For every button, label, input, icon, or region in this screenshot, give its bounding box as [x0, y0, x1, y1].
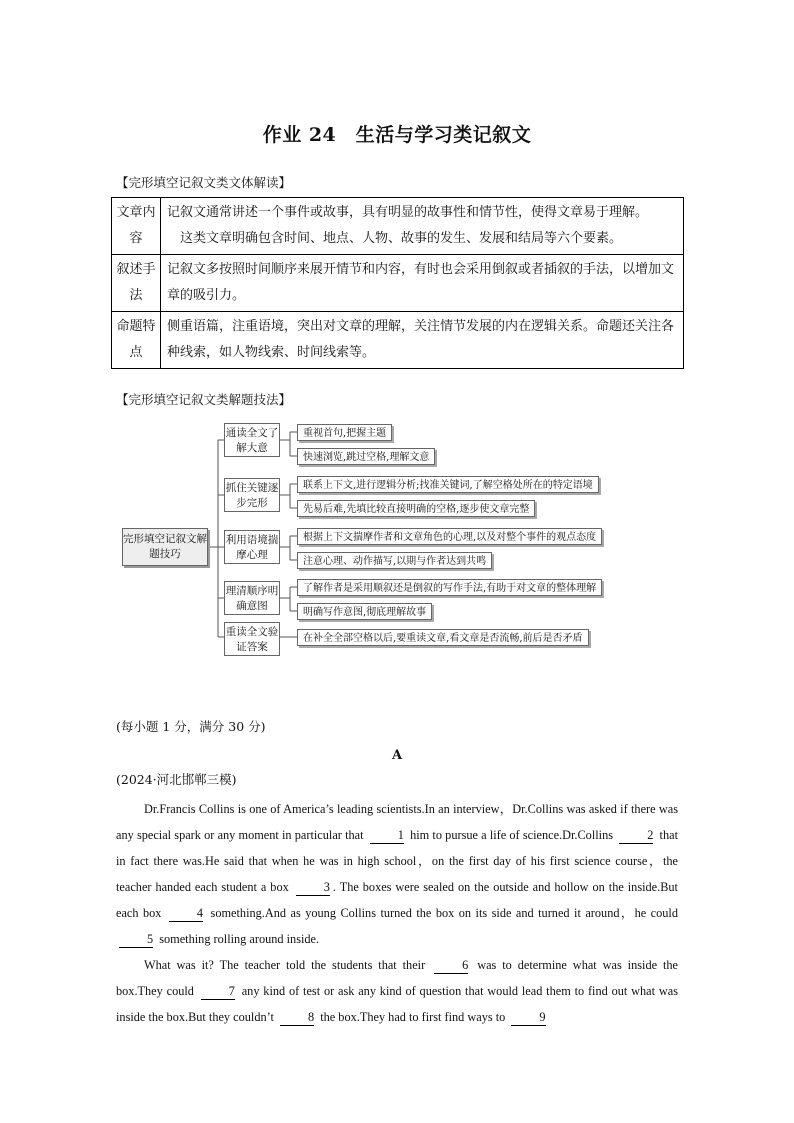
passage-text-segment: something rolling around inside. — [156, 932, 320, 946]
passage-text-segment: What was it? The teacher told the students that their — [144, 958, 432, 972]
table-line: 记叙文多按照时间顺序来展开情节和内容，有时也会采用倒叙或者插叙的手法，以增加文章的吸引力。 — [167, 262, 675, 303]
branch-label: 抓住关键逐步完形 — [225, 482, 279, 509]
mindmap-leaf: 先易后难,先填比较直接明确的空格,逐步使文章完整 — [297, 500, 535, 517]
mindmap-branch — [224, 581, 280, 615]
branch-label: 理清顺序明确意图 — [225, 585, 279, 612]
section-heading-techniques: 【完形填空记叙文类解题技法】 — [116, 392, 292, 407]
section-heading-genre: 【完形填空记叙文类文体解读】 — [116, 175, 292, 190]
cloze-blank[interactable]: 6 — [434, 957, 468, 974]
passage-paragraph — [116, 952, 678, 1030]
cloze-blank[interactable]: 7 — [201, 983, 235, 1000]
table-label: 命题特点 — [112, 312, 161, 369]
passage-text-segment: him to pursue a life of science.Dr.Collins — [406, 828, 617, 842]
cloze-blank[interactable]: 4 — [169, 905, 203, 922]
table-line: 这类文章明确包含时间、地点、人物、故事的发生、发展和结局等六个要素。 — [167, 231, 623, 246]
cloze-blank[interactable]: 1 — [370, 827, 404, 844]
passage-text-segment: the box.They had to first find ways to — [317, 1010, 509, 1024]
branch-label: 重读全文验证答案 — [225, 626, 279, 653]
passage-text-segment: any kind of test or ask any kind of question that would lead them to find out what was inside the box.But they couldn’t — [116, 984, 678, 1024]
table-line: 记叙文通常讲述一个事件或故事，具有明显的故事性和情节性，使得文章易于理解。 — [167, 205, 649, 220]
cloze-blank[interactable]: 9 — [511, 1009, 545, 1026]
passage-source: (2024·河北邯郸三模) — [116, 772, 237, 787]
passage-text-segment: something.And as young Collins turned the box on its side and turned it around，he could — [206, 906, 678, 920]
page-title: 作业 24 生活与学习类记叙文 — [262, 124, 532, 146]
mindmap-leaf: 注意心理、动作描写,以期与作者达到共鸣 — [297, 552, 492, 569]
mindmap-root-label: 完形填空记叙文解题技巧 — [123, 533, 207, 560]
mindmap-leaf: 重视首句,把握主题 — [297, 424, 392, 441]
mindmap-leaf: 明确写作意图,彻底理解故事 — [297, 603, 432, 620]
passage-text-segment: was to determine what was inside the box.They could — [116, 958, 679, 998]
table-label: 叙述手法 — [112, 255, 161, 312]
mindmap-leaf: 根据上下文揣摩作者和文章角色的心理,以及对整个事件的观点态度 — [297, 528, 602, 545]
mindmap-leaf: 联系上下文,进行逻辑分析;找准关键词,了解空格处所在的特定语境 — [297, 476, 599, 493]
passage-text-segment: Dr.Francis Collins is one of America’s leading scientists.In an interview，Dr.Collins was asked if there was any special spark or any moment in particular that — [116, 802, 678, 842]
mindmap-branch — [224, 478, 280, 512]
cloze-blank[interactable]: 2 — [619, 827, 653, 844]
mindmap-leaf: 在补全全部空格以后,要重读文章,看文章是否流畅,前后是否矛盾 — [297, 629, 589, 646]
branch-label: 利用语境揣摩心理 — [225, 534, 279, 561]
passage-text — [116, 796, 678, 1030]
mindmap-leaf: 了解作者是采用顺叙还是倒叙的写作手法,有助于对文章的整体理解 — [297, 579, 602, 596]
score-note: (每小题 1 分，满分 30 分) — [116, 719, 266, 734]
cloze-blank[interactable]: 8 — [280, 1009, 314, 1026]
table-label: 文章内容 — [112, 198, 161, 255]
branch-label: 通读全文了解大意 — [225, 427, 279, 454]
passage-text-segment: . The boxes were sealed on the outside and hollow on the inside.But each box — [116, 880, 678, 920]
cloze-blank[interactable]: 3 — [296, 879, 330, 896]
passage-paragraph — [116, 796, 678, 952]
passage-text-segment: that in fact there was.He said that when he was in high school，on the first day of his first science course，the teacher handed each student a box — [116, 828, 678, 894]
mindmap-root — [122, 528, 208, 566]
table-line: 侧重语篇，注重语境，突出对文章的理解，关注情节发展的内在逻辑关系。命题还关注各种线索，如人物线索、时间线索等。 — [167, 319, 675, 360]
passage-label: A — [391, 748, 403, 763]
mindmap-branch — [224, 530, 280, 564]
mindmap-branch — [224, 622, 280, 656]
mindmap-branch — [224, 423, 280, 457]
mindmap-leaf: 快速浏览,跳过空格,理解文意 — [297, 448, 435, 465]
cloze-blank[interactable]: 5 — [119, 931, 153, 948]
